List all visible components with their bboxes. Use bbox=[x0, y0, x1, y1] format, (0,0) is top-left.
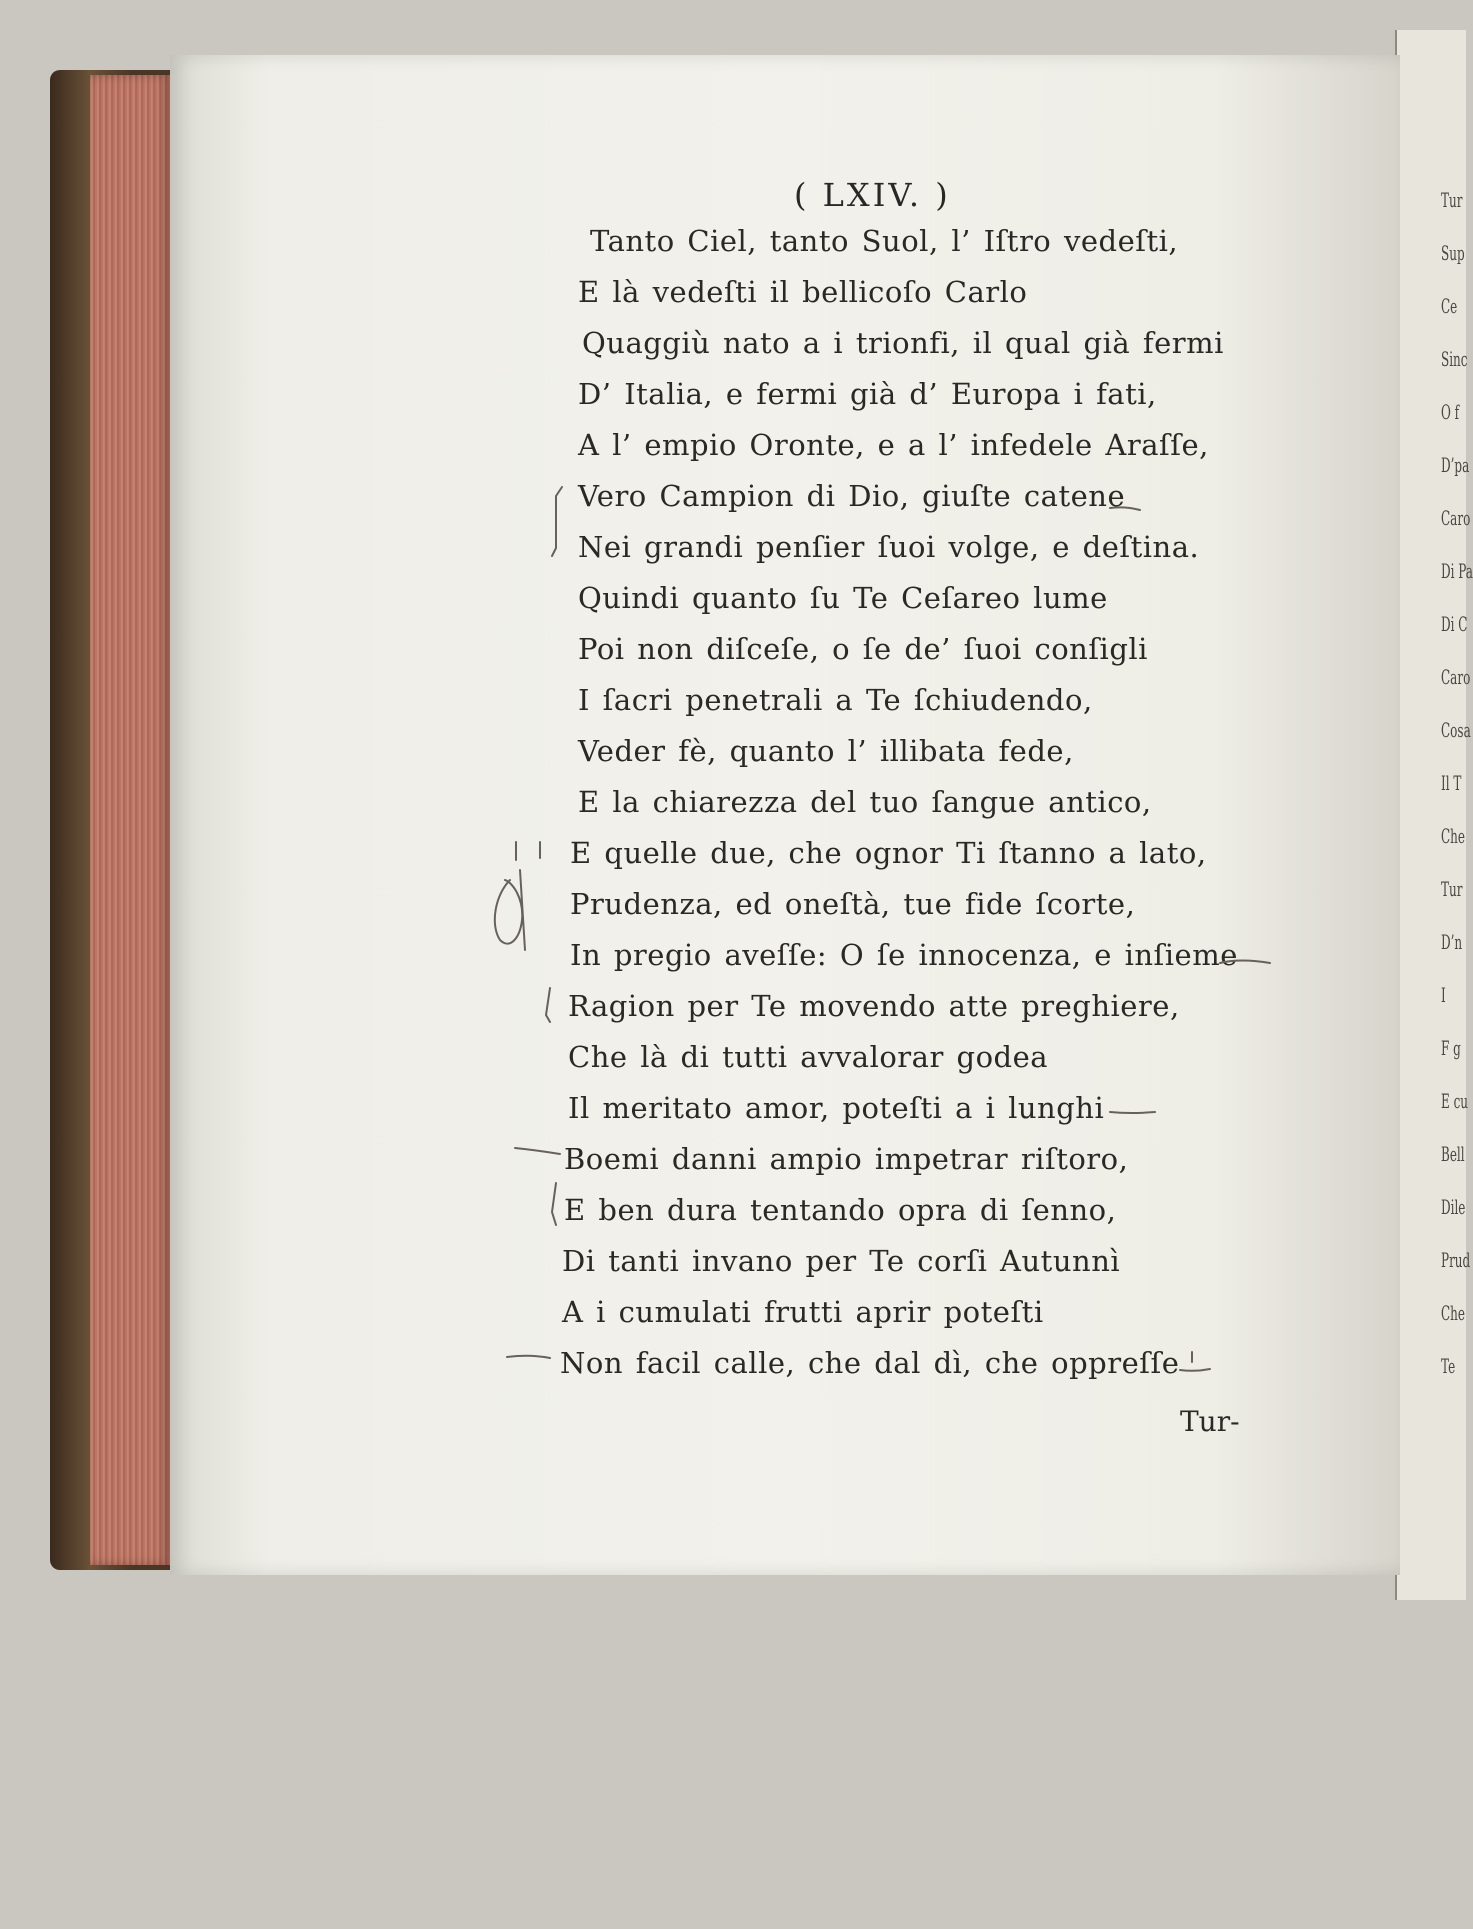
page-edges bbox=[90, 75, 170, 1565]
verse-line: Che là di tutti avvalorar godea bbox=[568, 1040, 1049, 1074]
verse-line: I ſacri penetrali a Te ſchiudendo, bbox=[578, 683, 1093, 717]
facing-page-fragment: D’n bbox=[1441, 930, 1463, 954]
verse-line: In pregio aveſſe: O ſe innocenza, e inſieme bbox=[570, 938, 1238, 972]
facing-page-fragment: Che bbox=[1441, 824, 1466, 848]
verse-line: Veder fè, quanto l’ illibata fede, bbox=[578, 734, 1074, 768]
verse-line: Poi non diſceſe, o ſe de’ ſuoi conſigli bbox=[578, 632, 1148, 666]
facing-page-fragment: Bell bbox=[1441, 1142, 1465, 1166]
facing-page-fragment: Di C bbox=[1441, 612, 1468, 636]
verse-line: Il meritato amor, poteſti a i lunghi bbox=[568, 1091, 1105, 1125]
page-header: ( LXIV. ) bbox=[794, 176, 951, 214]
facing-page-fragment: Dile bbox=[1441, 1195, 1466, 1219]
facing-page-fragment: Ce bbox=[1441, 294, 1458, 318]
verse-line: Boemi danni ampio impetrar riſtoro, bbox=[564, 1142, 1129, 1176]
verse-line: E la chiarezza del tuo ſangue antico, bbox=[578, 785, 1152, 819]
facing-page-fragment: O f bbox=[1441, 400, 1460, 424]
verse-line: Vero Campion di Dio, giuſte catene bbox=[578, 479, 1126, 513]
verse-line: E ben dura tentando opra di ſenno, bbox=[564, 1193, 1117, 1227]
facing-page-fragment: Di Pa bbox=[1441, 559, 1473, 583]
verse-line: Ragion per Te movendo atte preghiere, bbox=[568, 989, 1180, 1023]
facing-page-fragment: Caro bbox=[1441, 506, 1471, 530]
catchword: Tur- bbox=[1180, 1405, 1240, 1438]
facing-page-fragment: D’pa bbox=[1441, 453, 1470, 477]
facing-page-fragment: I bbox=[1441, 983, 1446, 1007]
facing-page-fragment: Tur bbox=[1441, 188, 1463, 212]
facing-page-fragment: E cu bbox=[1441, 1089, 1469, 1113]
verse-line: Nei grandi penſier ſuoi volge, e deſtina. bbox=[578, 530, 1200, 564]
verse-line: Non facil calle, che dal dì, che oppreſſe bbox=[560, 1346, 1180, 1380]
facing-page-fragment: Sup bbox=[1441, 241, 1465, 265]
facing-page-fragment: Caro bbox=[1441, 665, 1471, 689]
verse-line: Prudenza, ed oneſtà, tue fide ſcorte, bbox=[570, 887, 1136, 921]
facing-page-fragment: Prud bbox=[1441, 1248, 1471, 1272]
verse-line: A l’ empio Oronte, e a l’ infedele Araſſe, bbox=[578, 428, 1209, 462]
facing-page-fragment: Tur bbox=[1441, 877, 1463, 901]
facing-page-fragment: Che bbox=[1441, 1301, 1466, 1325]
facing-page-fragment: Sinc bbox=[1441, 347, 1468, 371]
facing-page-edge bbox=[1395, 30, 1473, 1600]
verse-line: Di tanti invano per Te corſi Autunnì bbox=[562, 1244, 1121, 1278]
verse-line: E là vedeſti il bellicoſo Carlo bbox=[578, 275, 1028, 309]
verse-line: A i cumulati frutti aprir poteſti bbox=[562, 1295, 1044, 1329]
verse-line: E quelle due, che ognor Ti ſtanno a lato, bbox=[570, 836, 1207, 870]
verse-line: Tanto Ciel, tanto Suol, l’ Iſtro vedeſti, bbox=[590, 224, 1179, 258]
verse-line: Quindi quanto ſu Te Ceſareo lume bbox=[578, 581, 1108, 615]
facing-page-fragment: Cosa bbox=[1441, 718, 1471, 742]
verse-line: Quaggiù nato a i trionfi, il qual già fermi bbox=[582, 326, 1224, 360]
verse-line: D’ Italia, e fermi già d’ Europa i fati, bbox=[578, 377, 1157, 411]
facing-page-fragment: Il T bbox=[1441, 771, 1462, 795]
facing-page-fragment: Te bbox=[1441, 1354, 1456, 1378]
facing-page-fragment: F g bbox=[1441, 1036, 1461, 1060]
